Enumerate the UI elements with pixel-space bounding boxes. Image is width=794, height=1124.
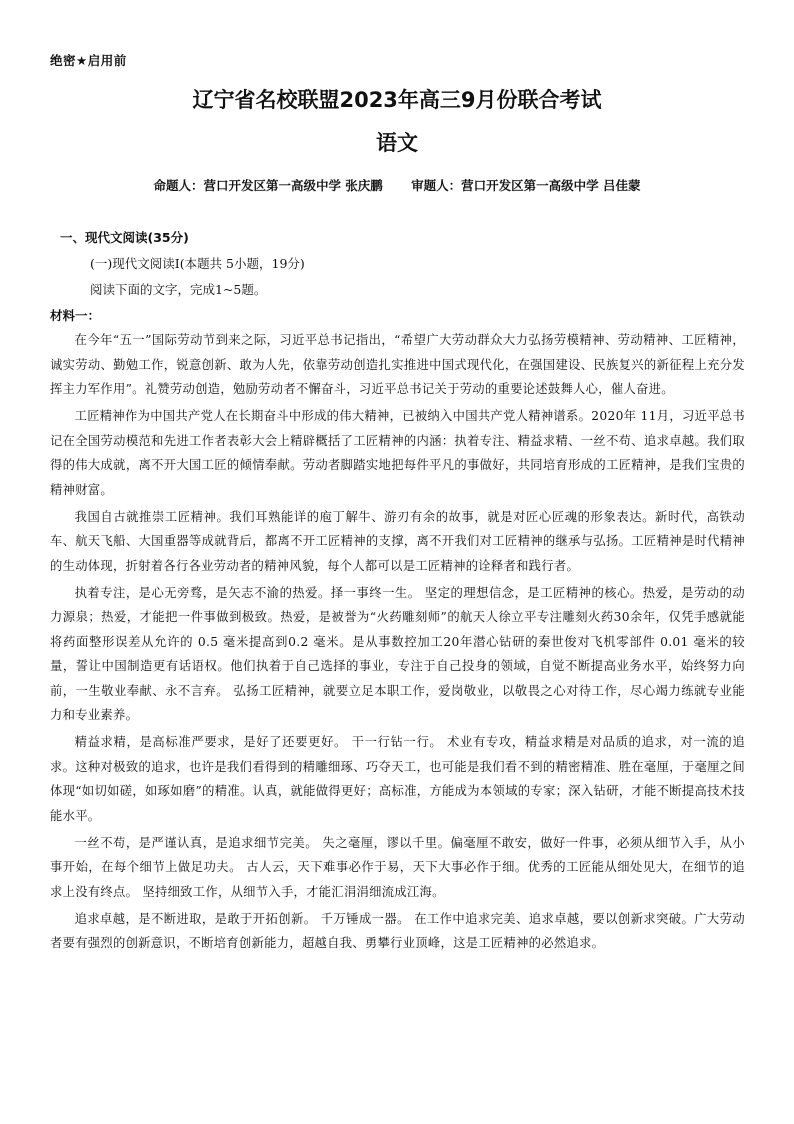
paragraph: 执着专注，是心无旁骛，是矢志不渝的热爱。择一事终一生。 坚定的理想信念，是工匠精神的核心。热爱，是劳动的动力源泉；热爱，才能把一件事做到极致。热爱，是被誉为“火药雕刻师”的航天人徐立平专注雕刻火药30余年，仅凭手感就能将药面整形误差从允许的 0.5 毫米提高到0.2 毫米。是从事数控加工20年潜心钻研的秦世俊对飞机零部件 0.01 毫米的较量，誓让中国制造更有话语权。他们执着于自己选择的事业，专注于自己投身的领域，自觉不断提高业务水平，始终努力向前，一生敬业奉献、永不言弃。 弘扬工匠精神，就要立足本职工作，爱岗敬业，以敬畏之心对待工作，尽心竭力练就专业能力和专业素养。 [50, 585, 745, 722]
subject-title: 语文 [376, 131, 418, 155]
confidential-label: 绝密★启用前 [50, 53, 127, 68]
instruction-text: 阅读下面的文字，完成1~5题。 [90, 282, 267, 297]
material-body [50, 328, 745, 958]
paragraph: 工匠精神作为中国共产党人在长期奋斗中形成的伟大精神，已被纳入中国共产党人精神谱系。2020年 11月，习近平总书记在全国劳动模范和先进工作者表彰大会上精辟概括了工匠精神的内涵：执着专注、精益求精、一丝不苟、追求卓越。我们取得的伟大成就，离不开大国工匠的倾情奉献。劳动者脚踏实地把每件平凡的事做好，共同培育形成的工匠精神，是我们宝贵的精神财富。 [50, 409, 745, 497]
material-label: 材料一： [50, 308, 101, 323]
exam-title: 辽宁省名校联盟2023年高三9月份联合考试 [192, 88, 602, 112]
composer-text: 命题人：营口开发区第一高级中学 张庆鹏 [153, 178, 383, 193]
paragraph: 一丝不苟，是严谨认真，是追求细节完美。 失之毫厘，谬以千里。偏毫厘不敢安，做好一件事，必须从细节入手，从小事开始，在每个细节上做足功夫。 古人云，天下难事必作于易，天下大事必作于细。优秀的工匠能从细处见大，在细节的追求上没有终点。 坚持细致工作，从细节入手，才能汇涓涓细流成江海。 [50, 835, 745, 899]
paragraph: 在今年“五一”国际劳动节到来之际，习近平总书记指出，“希望广大劳动群众大力弘扬劳模精神、劳动精神、工匠精神，诚实劳动、勤勉工作，锐意创新、敢为人先，依靠劳动创造扎实推进中国式现代化，在强国建设、民族复兴的新征程上充分发挥主力军作用”。礼赞劳动创造，勉励劳动者不懈奋斗，习近平总书记关于劳动的重要论述鼓舞人心，催人奋进。 [50, 333, 745, 396]
paragraph: 精益求精，是高标准严要求，是好了还要更好。 干一行钻一行。 术业有专攻，精益求精是对品质的追求，对一流的追求。这种对极致的追求，也许是我们看得到的精雕细琢、巧夺天工，也可能是我们看不到的精密精准、胜在毫厘，于毫厘之间体现“如切如磋，如琢如磨”的精准。认真，就能做得更好；高标准，方能成为本领域的专家；深入钻研，才能不断提高技术技能水平。 [50, 735, 745, 823]
paragraph: 追求卓越，是不断进取，是敢于开拓创新。 千万锤成一器。 在工作中追求完美、追求卓越，要以创新求突破。广大劳动者要有强烈的创新意识，不断培育创新能力，超越自我、勇攀行业顶峰，这是工匠精神的必然追求。 [50, 911, 745, 950]
paragraph: 我国自古就推崇工匠精神。我们耳熟能详的庖丁解牛、游刃有余的故事，就是对匠心匠魂的形象表达。新时代，高铁动车、航天飞船、大国重器等成就背后，都离不开工匠精神的支撑，离不开我们对工匠精神的继承与弘扬。工匠精神是时代精神的生动体现，折射着各行各业劳动者的精神风貌，每个人都可以是工匠精神的诠释者和践行者。 [50, 509, 745, 573]
authors-line [0, 176, 794, 194]
reviewer-text: 审题人：营口开发区第一高级中学 吕佳蒙 [411, 178, 641, 193]
sub-heading: (一)现代文阅读I(本题共 5小题，19分) [90, 256, 305, 271]
section-heading: 一、现代文阅读(35分) [60, 230, 189, 245]
